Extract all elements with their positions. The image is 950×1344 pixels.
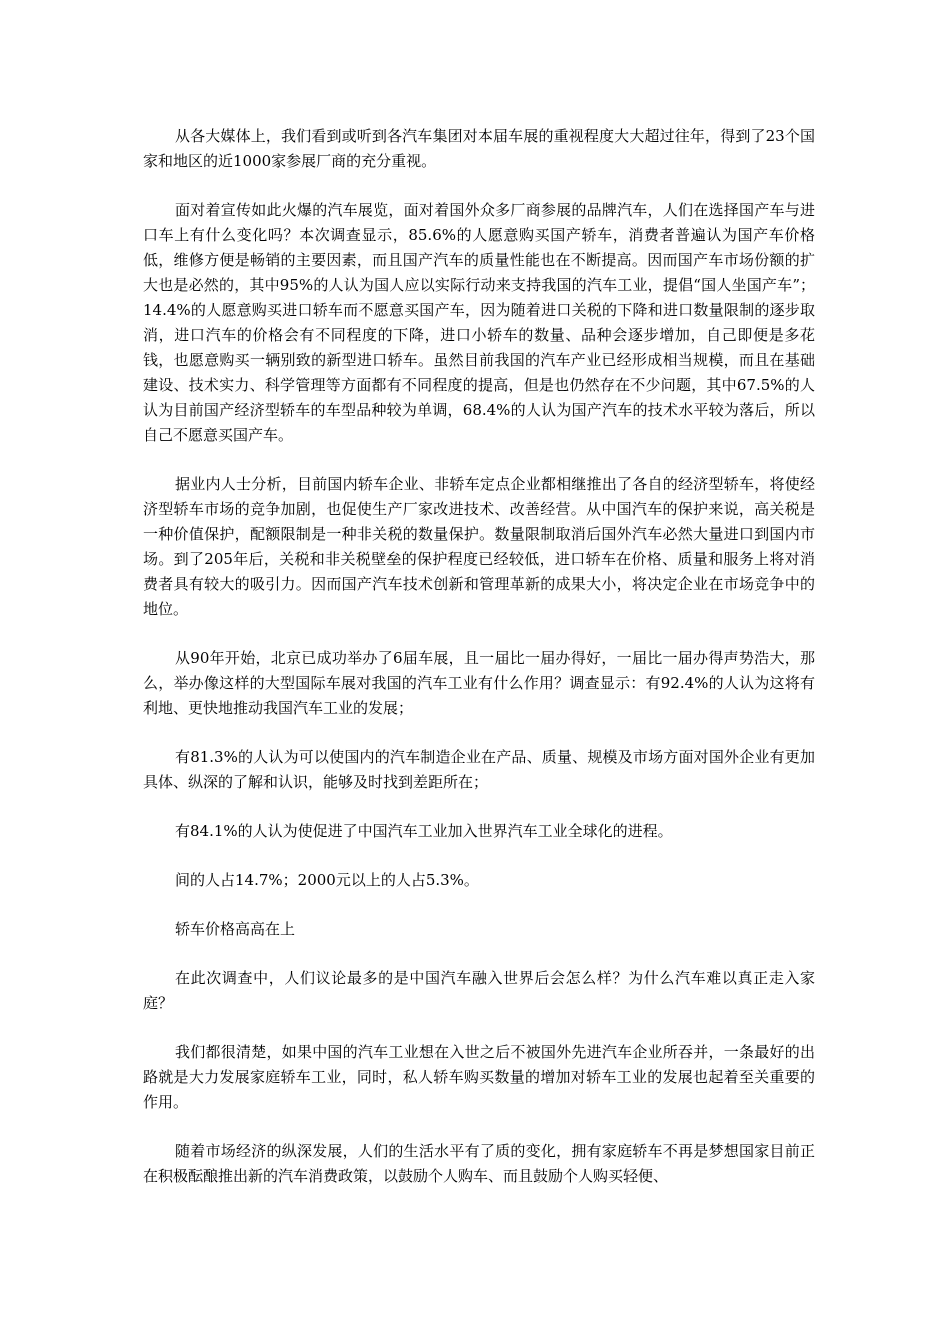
paragraph-family-car-industry: 我们都很清楚，如果中国的汽车工业想在入世之后不被国外先进汽车企业所吞并，一条最好的出路就是大力发展家庭轿车工业，同时，私人轿车购买数量的增加对轿车工业的发展也起着至关重要的作用。 xyxy=(143,1043,815,1111)
paragraph-consumption-policy: 随着市场经济的纵深发展，人们的生活水平有了质的变化，拥有家庭轿车不再是梦想国家目前正在积极酝酿推出新的汽车消费政策，以鼓励个人购车、而且鼓励个人购买轻便、 xyxy=(143,1142,815,1185)
paragraph-survey-discussion: 在此次调查中，人们议论最多的是中国汽车融入世界后会怎么样？为什么汽车难以真正走入家庭？ xyxy=(143,969,815,1012)
paragraph-auto-show-attention: 从各大媒体上，我们看到或听到各汽车集团对本届车展的重视程度大大超过往年，得到了23个国家和地区的近1000家参展厂商的充分重视。 xyxy=(143,127,815,170)
paragraph-beijing-auto-show: 从90年开始，北京已成功举办了6届车展，且一届比一届办得好，一届比一届办得声势浩大，那么，举办像这样的大型国际车展对我国的汽车工业有什么作用？调查显示：有92.4%的人认为这将有利地、更快地推动我国汽车工业的发展； xyxy=(143,649,815,717)
section-heading-car-prices: 轿车价格高高在上 xyxy=(175,920,296,938)
paragraph-globalization: 有84.1%的人认为使促进了中国汽车工业加入世界汽车工业全球化的进程。 xyxy=(175,822,673,840)
paragraph-industry-analysis: 据业内人士分析，目前国内轿车企业、非轿车定点企业都相继推出了各自的经济型轿车，将使经济型轿车市场的竞争加剧，也促使生产厂家改进技术、改善经营。从中国汽车的保护来说，高关税是一种价值保护，配额限制是一种非关税的数量保护。数量限制取消后国外汽车必然大量进口到国内市场。到了205年后，关税和非关税壁垒的保护程度已经较低，进口轿车在价格、质量和服务上将对消费者具有较大的吸引力。因而国产汽车技术创新和管理革新的成果大小，将决定企业在市场竞争中的地位。 xyxy=(143,475,815,618)
paragraph-domestic-vs-imported: 面对着宣传如此火爆的汽车展览，面对着国外众多厂商参展的品牌汽车，人们在选择国产车与进口车上有什么变化吗？本次调查显示，85.6%的人愿意购买国产轿车，消费者普遍认为国产车价格低，维修方便是畅销的主要因素，而且国产汽车的质量性能也在不断提高。因而国产车市场份额的扩大也是必然的，其中95%的人认为国人应以实际行动来支持我国的汽车工业，提倡“国人坐国产车”；14.4%的人愿意购买进口轿车而不愿意买国产车，因为随着进口关税的下降和进口数量限制的逐步取消，进口汽车的价格会有不同程度的下降，进口小轿车的数量、品种会逐步增加，自己即便是多花钱，也愿意购买一辆别致的新型进口轿车。虽然目前我国的汽车产业已经形成相当规模，而且在基础建设、技术实力、科学管理等方面都有不同程度的提高，但是也仍然存在不少问题，其中67.5%的人认为目前国产经济型轿车的车型品种较为单调，68.4%的人认为国产汽车的技术水平较为落后，所以自己不愿意买国产车。 xyxy=(143,201,815,444)
document-body xyxy=(143,124,815,1189)
paragraph-price-share: 间的人占14.7%；2000元以上的人占5.3%。 xyxy=(175,871,479,889)
paragraph-understanding-gap: 有81.3%的人认为可以使国内的汽车制造企业在产品、质量、规模及市场方面对国外企业有更加具体、纵深的了解和认识，能够及时找到差距所在； xyxy=(143,748,815,791)
